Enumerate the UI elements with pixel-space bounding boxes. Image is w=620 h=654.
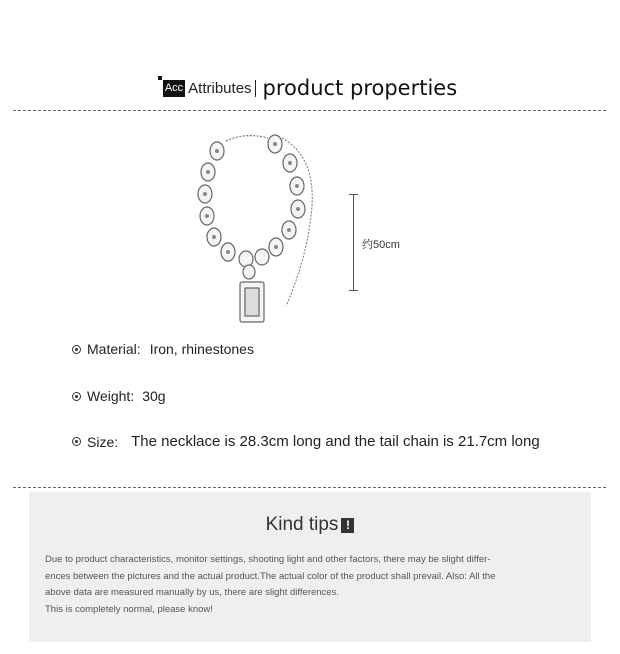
spec-label: Material: (87, 341, 141, 357)
bullet-icon (72, 345, 81, 354)
header-dot (158, 76, 162, 80)
spec-value: 30g (142, 388, 166, 404)
tips-body (45, 552, 585, 618)
dimension-cap-top (349, 194, 358, 195)
tips-line: above data are measured manually by us, there are slight differences. (45, 587, 339, 598)
header-separator (255, 80, 256, 97)
spec-size (72, 433, 540, 450)
tips-title-text: Kind tips (265, 514, 339, 535)
header-subtitle: Attributes (188, 79, 252, 97)
tips-line: ences between the pictures and the actual product.The actual color of the product shall prevail. Also: All the (45, 570, 496, 582)
spec-value: Iron, rhinestones (149, 341, 254, 357)
bullet-icon (72, 437, 81, 446)
spec-material (72, 341, 254, 357)
tips-line: This is completely normal, please know! (45, 603, 213, 615)
page-title: product properties (262, 76, 458, 100)
top-divider (13, 110, 606, 111)
dimension-line (353, 194, 354, 290)
bullet-icon (72, 392, 81, 401)
spec-label: Weight: (87, 388, 135, 404)
dimension-cap-bottom (349, 290, 358, 291)
bottom-divider (13, 487, 606, 488)
warning-icon: ! (341, 518, 354, 533)
necklace-image (190, 126, 320, 326)
header-tag: Acc (163, 80, 185, 97)
spec-weight (72, 388, 166, 404)
tips-title (29, 514, 591, 536)
kind-tips-panel (29, 492, 591, 642)
dimension-label: 约50cm (362, 239, 400, 251)
tips-line: Due to product characteristics, monitor settings, shooting light and other factors, there may be slight differ- (45, 554, 491, 565)
spec-label: Size: (87, 433, 119, 450)
section-header (0, 72, 620, 104)
spec-value: The necklace is 28.3cm long and the tail chain is 21.7cm long (131, 433, 540, 450)
